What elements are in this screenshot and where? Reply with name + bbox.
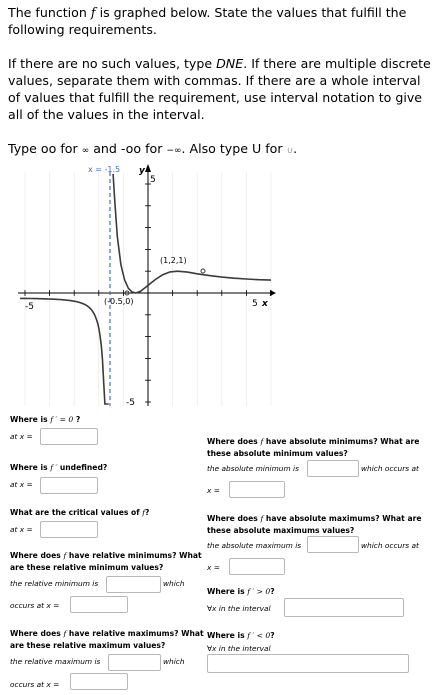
curve-right-branch	[113, 174, 271, 293]
relative-max-value-input[interactable]	[108, 654, 161, 671]
union-symbol: ∪	[286, 146, 294, 156]
type-instructions-text: . Also type U for	[181, 141, 283, 156]
x-equals-label: x =	[207, 486, 220, 495]
type-instructions-text: and -oo for	[93, 141, 163, 156]
question-text: have absolute maximums? What are	[265, 514, 422, 523]
question-text: have absolute minimums? What are	[265, 437, 420, 446]
which-occurs-at-label: which occurs at	[361, 541, 419, 550]
question-text: Where is	[207, 631, 245, 640]
x-tick-label-neg5: -5	[25, 302, 34, 312]
curve-left-branch	[20, 298, 109, 404]
question-relative-maximums-line2: are these relative maximum values?	[10, 641, 166, 650]
question-text: have relative maximums? What	[68, 629, 204, 638]
math-expression: f ′ < 0	[247, 631, 271, 640]
interval-text: in the interval	[218, 604, 271, 613]
point-max-marker	[201, 269, 205, 273]
decreasing-interval-input[interactable]	[207, 654, 409, 673]
forall-interval-label	[207, 603, 271, 614]
point-min-label: (-0.5,0)	[104, 297, 134, 306]
relative-max-label: the relative maximum is	[10, 657, 101, 666]
critical-values-input[interactable]	[40, 521, 98, 538]
question-text: ?	[145, 508, 150, 517]
dne-text: DNE	[216, 56, 244, 71]
x-axis-label: x	[262, 299, 268, 309]
question-text: Where does	[207, 437, 258, 446]
question-text: ?	[75, 415, 81, 424]
at-x-label: at x =	[10, 525, 33, 534]
type-instructions-text: Type oo for	[8, 141, 78, 156]
question-absolute-minimums	[207, 436, 419, 448]
question-fprime-undefined	[10, 462, 107, 474]
question-decreasing	[207, 630, 275, 642]
instructions-text: . If there are multiple discrete values, separate them with commas. If there are a whole interval of values that fulfill the requirement, use interval notation to give all of the values in the interval.	[8, 56, 431, 122]
forall-symbol: ∀x	[207, 604, 217, 613]
relative-min-location-input[interactable]	[70, 596, 128, 613]
question-text: Where does	[207, 514, 258, 523]
absolute-min-label: the absolute minimum is	[207, 464, 299, 473]
statement-text: is graphed below. State the values that fulfill the following requirements.	[8, 5, 407, 37]
at-x-label: at x =	[10, 432, 33, 441]
math-expression: f	[63, 551, 67, 560]
relative-min-label: the relative minimum is	[10, 579, 99, 588]
math-expression: f	[260, 514, 264, 523]
x-equals-label: x =	[207, 563, 220, 572]
increasing-interval-input[interactable]	[284, 598, 404, 617]
at-x-label: at x =	[10, 480, 33, 489]
fprime-zero-input[interactable]	[40, 428, 98, 445]
absolute-max-label: the absolute maximum is	[207, 541, 302, 550]
asymptote-label: x = -1.5	[88, 165, 121, 174]
question-text: have relative minimums? What	[68, 551, 202, 560]
question-absolute-maximums-line2: these absolute maximums values?	[207, 526, 355, 535]
occurs-at-label: occurs at x =	[10, 680, 60, 689]
infinity-symbol: ∞	[81, 146, 90, 156]
absolute-max-location-input[interactable]	[229, 558, 285, 575]
interval-text: in the interval	[218, 644, 271, 653]
function-graph	[0, 156, 436, 406]
question-text: Where is	[10, 415, 48, 424]
math-expression: f	[260, 437, 264, 446]
absolute-min-value-input[interactable]	[307, 460, 359, 477]
question-text: ?	[270, 587, 275, 596]
question-absolute-maximums	[207, 513, 421, 525]
math-expression: f ′ = 0	[50, 415, 74, 424]
problem-statement	[8, 4, 432, 38]
fprime-undefined-input[interactable]	[40, 477, 98, 494]
question-text: Where is	[207, 587, 245, 596]
question-text: undefined?	[59, 463, 108, 472]
question-increasing	[207, 586, 275, 598]
y-tick-label-neg5: -5	[126, 398, 135, 406]
instructions	[8, 55, 432, 123]
neg-infinity-symbol: −∞	[166, 146, 182, 156]
which-occurs-at-label: which occurs at	[361, 464, 419, 473]
function-symbol: f	[90, 5, 96, 20]
absolute-max-value-input[interactable]	[307, 536, 359, 553]
question-text: Where does	[10, 629, 61, 638]
question-relative-maximums	[10, 628, 204, 640]
type-instructions-text: .	[293, 141, 298, 156]
question-fprime-zero	[10, 414, 80, 426]
question-relative-minimums-line2: are these relative minimum values?	[10, 563, 164, 572]
point-max-label: (1,2,1)	[160, 256, 187, 265]
question-absolute-minimums-line2: these absolute minimum values?	[207, 449, 348, 458]
y-axis-arrow	[145, 164, 151, 172]
question-text: ?	[270, 631, 275, 640]
which-label: which	[163, 579, 185, 588]
occurs-at-label: occurs at x =	[10, 601, 60, 610]
forall-interval-label	[207, 643, 271, 654]
which-label: which	[163, 657, 185, 666]
absolute-min-location-input[interactable]	[229, 481, 285, 498]
question-critical-values	[10, 507, 149, 519]
relative-min-value-input[interactable]	[106, 576, 161, 593]
y-tick-label-5: 5	[150, 175, 156, 185]
y-axis-label: y	[139, 166, 145, 176]
math-expression: f	[142, 508, 146, 517]
relative-max-location-input[interactable]	[70, 673, 128, 690]
math-expression: f ′ > 0	[247, 587, 271, 596]
question-text: Where is	[10, 463, 48, 472]
question-text: What are the critical values of	[10, 508, 140, 517]
question-relative-minimums	[10, 550, 202, 562]
x-tick-label-5: 5	[252, 299, 258, 309]
math-expression: f ′	[50, 463, 58, 472]
math-expression: f	[63, 629, 67, 638]
forall-symbol: ∀x	[207, 644, 217, 653]
instructions-text: If there are no such values, type	[8, 56, 213, 71]
statement-text: The function	[8, 5, 87, 20]
question-text: Where does	[10, 551, 61, 560]
